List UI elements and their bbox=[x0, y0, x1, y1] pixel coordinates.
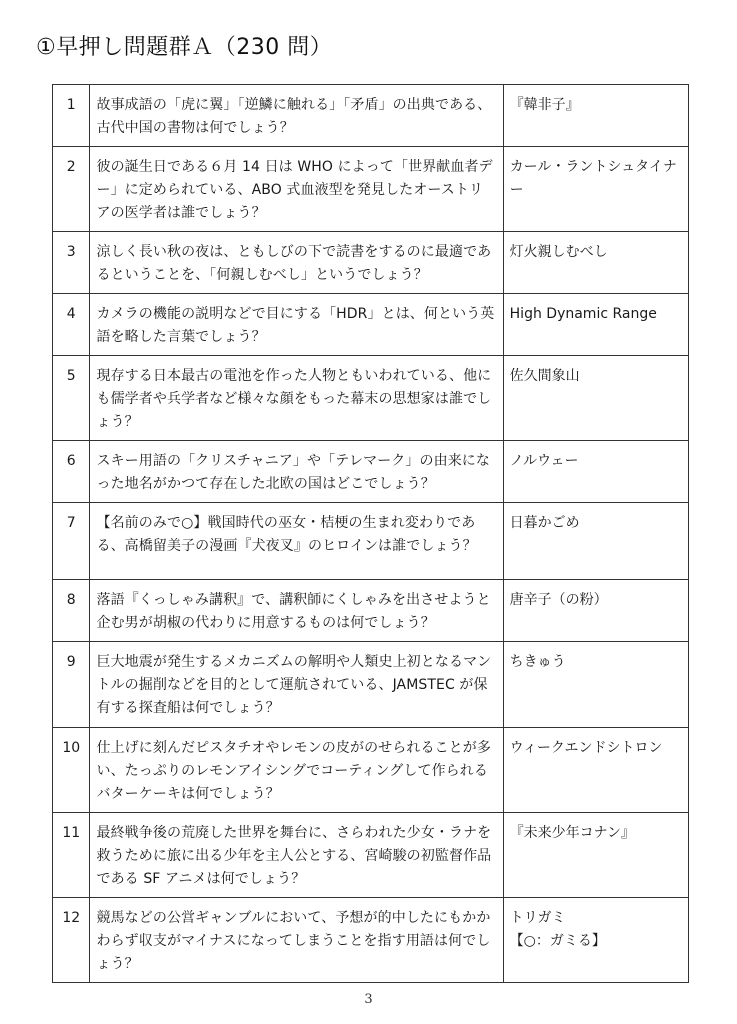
answer-text: トリガミ 【○：ガミる】 bbox=[503, 898, 688, 983]
question-number: 5 bbox=[53, 356, 90, 441]
question-number: 2 bbox=[53, 147, 90, 232]
question-number: 10 bbox=[53, 728, 90, 813]
table-row bbox=[53, 356, 689, 441]
question-number: 9 bbox=[53, 642, 90, 728]
question-number: 12 bbox=[53, 898, 90, 983]
table-row bbox=[53, 728, 689, 813]
question-text: 【名前のみで○】戦国時代の巫女・桔梗の生まれ変わりである、高橋留美子の漫画『犬夜叉』のヒロインは誰でしょう？ bbox=[90, 503, 503, 580]
answer-text: ノルウェー bbox=[503, 441, 688, 503]
question-text: スキー用語の「クリスチャニア」や「テレマーク」の由来になった地名がかつて存在した北欧の国はどこでしょう？ bbox=[90, 441, 503, 503]
answer-text: 『韓非子』 bbox=[503, 85, 688, 147]
question-text: 競馬などの公営ギャンブルにおいて、予想が的中したにもかかわらず収支がマイナスになってしまうことを指す用語は何でしょう？ bbox=[90, 898, 503, 983]
answer-text: 日暮かごめ bbox=[503, 503, 688, 580]
question-number: 1 bbox=[53, 85, 90, 147]
table-row bbox=[53, 294, 689, 356]
table-row bbox=[53, 147, 689, 232]
answer-text: 唐辛子（の粉） bbox=[503, 580, 688, 642]
table-row bbox=[53, 503, 689, 580]
answer-text: 『未来少年コナン』 bbox=[503, 813, 688, 898]
table-row bbox=[53, 898, 689, 983]
answer-text: ウィークエンドシトロン bbox=[503, 728, 688, 813]
question-text: 涼しく長い秋の夜は、ともしびの下で読書をするのに最適であるということを、「何親しむべし」というでしょう？ bbox=[90, 232, 503, 294]
table-row bbox=[53, 580, 689, 642]
question-number: 6 bbox=[53, 441, 90, 503]
question-text: 故事成語の「虎に翼」「逆鱗に触れる」「矛盾」の出典である、古代中国の書物は何でしょう？ bbox=[90, 85, 503, 147]
question-text: 現存する日本最古の電池を作った人物ともいわれている、他にも儒学者や兵学者など様々な顔をもった幕末の思想家は誰でしょう？ bbox=[90, 356, 503, 441]
question-text: 落語『くっしゃみ講釈』で、講釈師にくしゃみを出させようと企む男が胡椒の代わりに用意するものは何でしょう？ bbox=[90, 580, 503, 642]
question-number: 4 bbox=[53, 294, 90, 356]
table-row bbox=[53, 441, 689, 503]
question-text: カメラの機能の説明などで目にする「HDR」とは、何という英語を略した言葉でしょう？ bbox=[90, 294, 503, 356]
question-number: 8 bbox=[53, 580, 90, 642]
table-row bbox=[53, 642, 689, 728]
question-text: 彼の誕生日である６月 14 日は WHO によって「世界献血者デー」に定められている、ABO 式血液型を発見したオーストリアの医学者は誰でしょう？ bbox=[90, 147, 503, 232]
question-text: 最終戦争後の荒廃した世界を舞台に、さらわれた少女・ラナを救うために旅に出る少年を主人公とする、宮崎駿の初監督作品である SF アニメは何でしょう？ bbox=[90, 813, 503, 898]
question-number: 3 bbox=[53, 232, 90, 294]
question-number: 11 bbox=[53, 813, 90, 898]
question-number: 7 bbox=[53, 503, 90, 580]
question-text: 仕上げに刻んだピスタチオやレモンの皮がのせられることが多い、たっぷりのレモンアイシングでコーティングして作られるバターケーキは何でしょう？ bbox=[90, 728, 503, 813]
answer-text: High Dynamic Range bbox=[503, 294, 688, 356]
page-number: 3 bbox=[364, 992, 373, 1007]
answer-text: ちきゅう bbox=[503, 642, 688, 728]
quiz-table-body bbox=[53, 85, 689, 983]
page-title: ①早押し問題群Ａ（230 問） bbox=[36, 35, 333, 60]
table-row bbox=[53, 232, 689, 294]
table-row bbox=[53, 85, 689, 147]
quiz-table bbox=[52, 84, 689, 983]
answer-text: 佐久間象山 bbox=[503, 356, 688, 441]
question-text: 巨大地震が発生するメカニズムの解明や人類史上初となるマントルの掘削などを目的として運航されている、JAMSTEC が保有する探査船は何でしょう？ bbox=[90, 642, 503, 728]
answer-text: カール・ラントシュタイナー bbox=[503, 147, 688, 232]
answer-text: 灯火親しむべし bbox=[503, 232, 688, 294]
table-row bbox=[53, 813, 689, 898]
